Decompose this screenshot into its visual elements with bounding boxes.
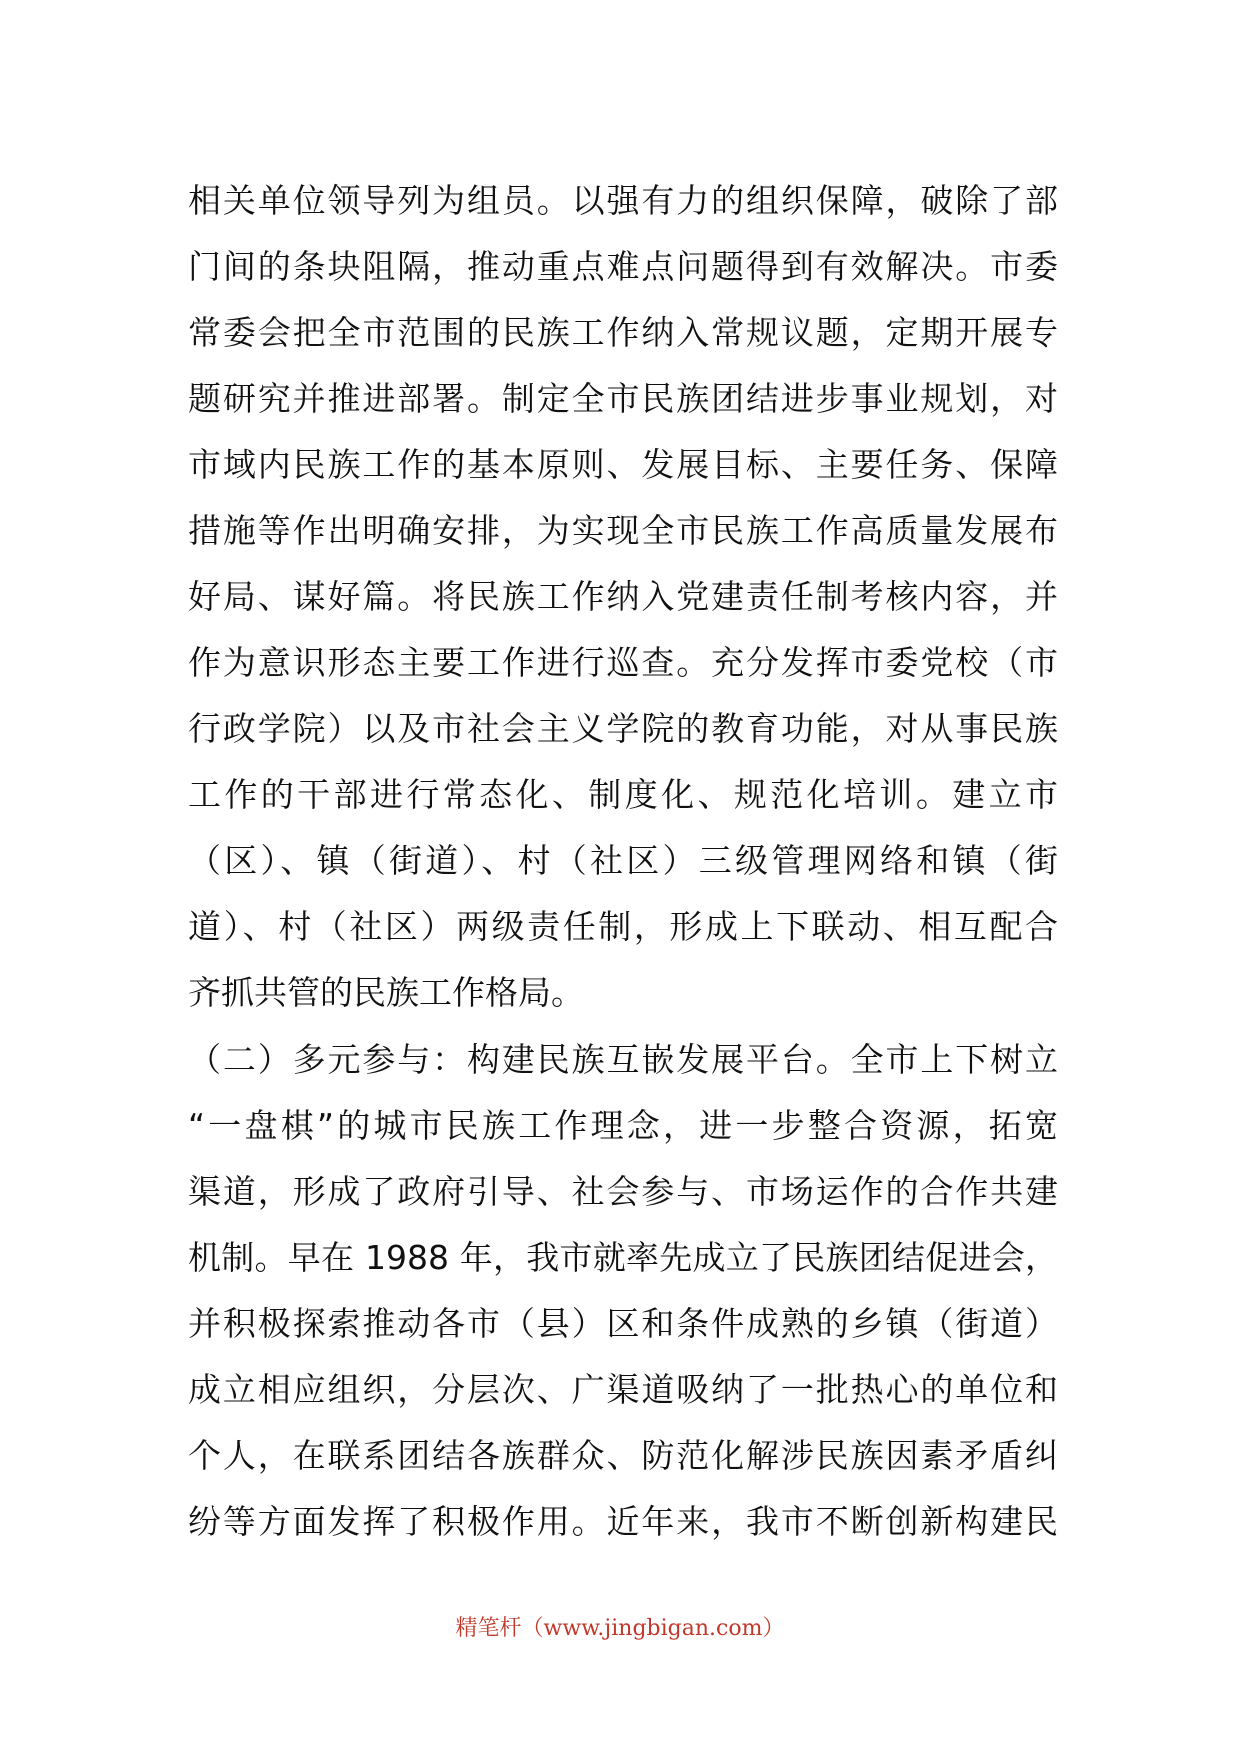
paragraph-line: 门间的条块阻隔，推动重点难点问题得到有效解决。市委 (188, 247, 1058, 286)
paragraph-line: 个人，在联系团结各族群众、防范化解涉民族因素矛盾纠 (188, 1436, 1058, 1475)
paragraph-line: 常委会把全市范围的民族工作纳入常规议题，定期开展专 (188, 313, 1058, 352)
paragraph-line: 好局、谋好篇。将民族工作纳入党建责任制考核内容，并 (188, 577, 1058, 616)
paragraph-2 (188, 1027, 1058, 1555)
paragraph-line: 工作的干部进行常态化、制度化、规范化培训。建立市 (188, 775, 1058, 814)
paragraph-line: 齐抓共管的民族工作格局。 (188, 973, 584, 1012)
paragraph-line: 行政学院）以及市社会主义学院的教育功能，对从事民族 (188, 709, 1058, 748)
paragraph-line: “一盘棋”的城市民族工作理念，进一步整合资源，拓宽 (188, 1106, 1058, 1145)
paragraph-line: 机制。早在 1988 年，我市就率先成立了民族团结促进会， (188, 1238, 1058, 1277)
paragraph-line: （区）、镇（街道）、村（社区）三级管理网络和镇（街 (188, 841, 1058, 880)
paragraph-line: 道）、村（社区）两级责任制，形成上下联动、相互配合 (188, 907, 1058, 946)
paragraph-line: 渠道，形成了政府引导、社会参与、市场运作的合作共建 (188, 1172, 1058, 1211)
paragraph-line: 并积极探索推动各市（县）区和条件成熟的乡镇（街道） (188, 1304, 1058, 1343)
paragraph-line: 纷等方面发挥了积极作用。近年来，我市不断创新构建民 (188, 1502, 1058, 1541)
paragraph-line: 作为意识形态主要工作进行巡查。充分发挥市委党校（市 (188, 643, 1058, 682)
paragraph-line: 题研究并推进部署。制定全市民族团结进步事业规划，对 (188, 379, 1058, 418)
paragraph-line: （二）多元参与：构建民族互嵌发展平台。全市上下树立 (188, 1040, 1058, 1079)
paragraph-line: 成立相应组织，分层次、广渠道吸纳了一批热心的单位和 (188, 1370, 1058, 1409)
paragraph-line: 措施等作出明确安排，为实现全市民族工作高质量发展布 (188, 511, 1058, 550)
footer-watermark: 精笔杆（www.jingbigan.com） (455, 1616, 785, 1641)
paragraph-line: 市域内民族工作的基本原则、发展目标、主要任务、保障 (188, 445, 1058, 484)
paragraph-line: 相关单位领导列为组员。以强有力的组织保障，破除了部 (188, 181, 1058, 220)
paragraph-1 (188, 168, 1058, 1026)
